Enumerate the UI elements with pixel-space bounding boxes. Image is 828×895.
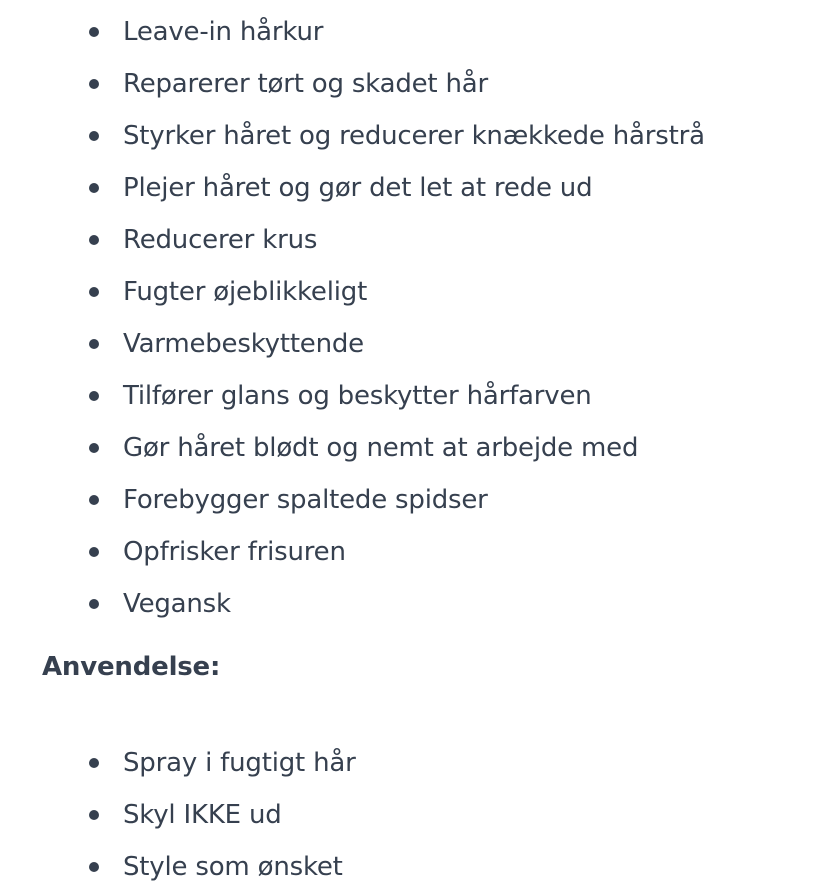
list-item-text: Varmebeskyttende — [123, 329, 364, 359]
bullet-icon — [89, 391, 99, 401]
list-item-text: Skyl IKKE ud — [123, 800, 282, 830]
bullet-icon — [89, 810, 99, 820]
list-item-text: Fugter øjeblikkeligt — [123, 277, 368, 307]
list-item-text: Forebygger spaltede spidser — [123, 485, 488, 515]
bullet-icon — [89, 495, 99, 505]
list-item-text: Opfrisker frisuren — [123, 537, 346, 567]
list-item-text: Reparerer tørt og skadet hår — [123, 69, 488, 99]
bullet-icon — [89, 599, 99, 609]
bullet-icon — [89, 131, 99, 141]
bullet-icon — [89, 27, 99, 37]
list-item-text: Leave-in hårkur — [123, 17, 324, 47]
usage-heading: Anvendelse: — [42, 652, 221, 682]
list-item-text: Tilfører glans og beskytter hårfarven — [123, 381, 592, 411]
list-item-text: Gør håret blødt og nemt at arbejde med — [123, 433, 639, 463]
bullet-icon — [89, 183, 99, 193]
list-item-text: Reducerer krus — [123, 225, 318, 255]
bullet-icon — [89, 235, 99, 245]
list-item-text: Styrker håret og reducerer knækkede hårstrå — [123, 121, 705, 151]
bullet-icon — [89, 339, 99, 349]
bullet-icon — [89, 758, 99, 768]
bullet-icon — [89, 443, 99, 453]
bullet-icon — [89, 79, 99, 89]
list-item-text: Spray i fugtigt hår — [123, 748, 356, 778]
bullet-icon — [89, 287, 99, 297]
bullet-icon — [89, 547, 99, 557]
bullet-icon — [89, 862, 99, 872]
list-item-text: Style som ønsket — [123, 852, 343, 882]
list-item-text: Plejer håret og gør det let at rede ud — [123, 173, 593, 203]
list-item-text: Vegansk — [123, 589, 231, 619]
